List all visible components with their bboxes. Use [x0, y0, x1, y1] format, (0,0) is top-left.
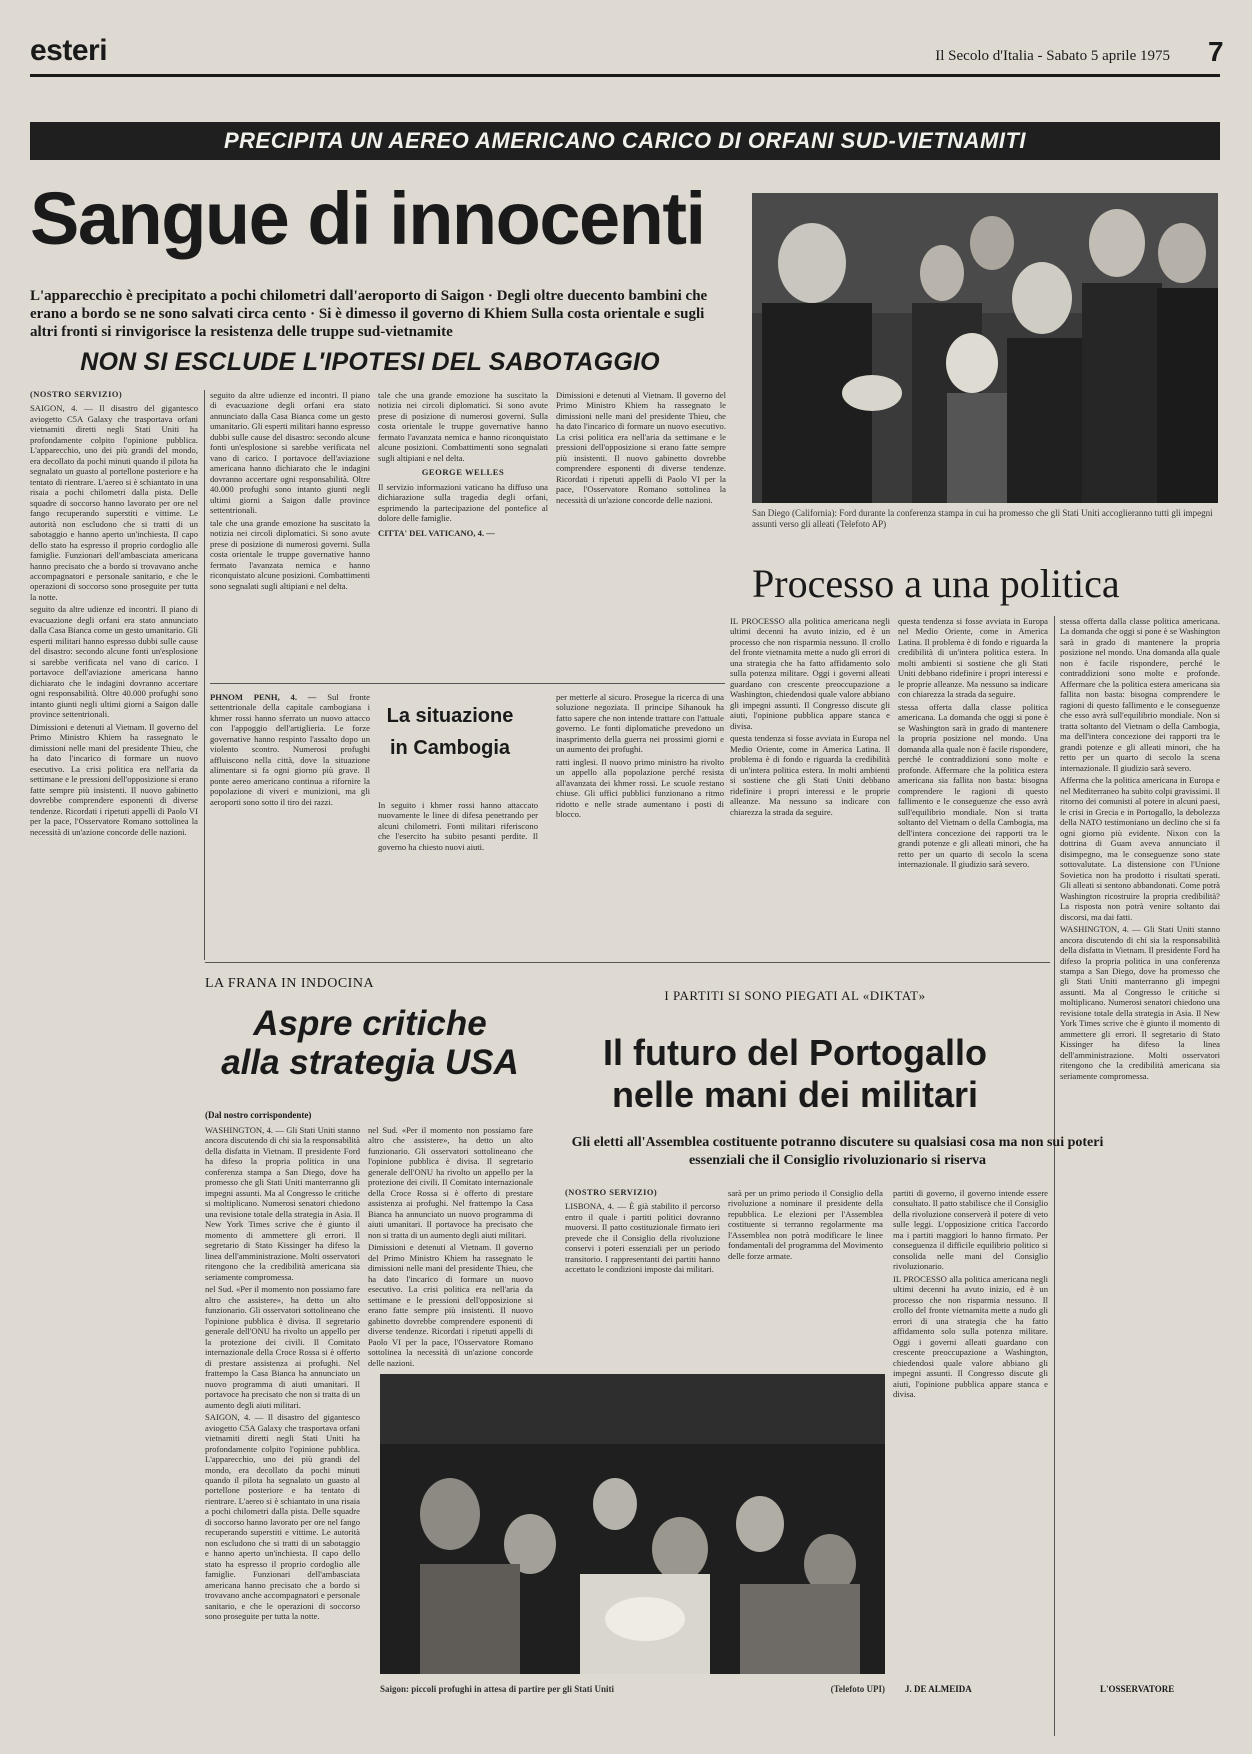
futuro-deck: Gli eletti all'Assemblea costituente potranno discutere su qualsiasi cosa ma non sui poteri essenziali che il Consiglio rivoluzionario si riserva: [571, 1135, 1104, 1168]
futuro-col-3: [893, 1188, 1048, 1608]
lead-col-1-text-cont2: Dimissioni e detenuti al Vietnam. Il governo del Primo Ministro Khiem ha rassegnato le dimissioni nelle mani del presidente Thieu, che ha dato l'incarico di formare un nuovo esecutivo. La crisi politica era nell'aria da settimane e le pressioni dell'opposizione si erano fatte sempre più insistenti. Il nuovo gabinetto dovrebbe comprendere esponenti di diverse tendenze. Ricordati i ripetuti appelli di Paolo VI per la pace, l'Osservatore Romano sottolinea la necessità di un'azione concorde delle nazioni.: [30, 721, 198, 837]
section-name: esteri: [30, 34, 108, 67]
aspre-col-1-text-cont2: SAIGON, 4. — Il disastro del gigantesco aviogetto C5A Galaxy che trasportava orfani vietnamiti diretti negli Stati Uniti ha profondamente colpito l'opinione pubblica. L'apparecchio, uno dei più grandi del mondo, era decollato da pochi minuti quando il pilota ha segnalato un guasto al portellone posteriore e ha tentato di rientrare. L'aereo si è schiantato in una risaia a pochi chilometri dalla pista. Delle squadre di soccorso hanno lavorato per ore nel fango recuperando superstiti e vittime. Le autorità non escludono che si tratti di un sabotaggio e hanno aperto un'inchiesta. Il capo dello stato ha espresso il proprio cordoglio alle famiglie. Funzionari dell'ambasciata americana hanno precisato che a bordo si trovavano anche accompagnatori e personale sanitario, e che le operazioni di soccorso sono proseguite per tutta la notte.: [205, 1412, 360, 1622]
lead-col-4: [556, 390, 726, 680]
futuro-title-1: Il futuro del Portogallo: [603, 1032, 987, 1073]
refugee-children-photo: [380, 1374, 885, 1674]
aspre-kicker: LA FRANA IN INDOCINA: [205, 976, 375, 991]
bottom-photo-credit: (Telefoto UPI): [830, 1684, 885, 1694]
ford-press-photo-art: [752, 193, 1218, 503]
ford-photo-caption-text: San Diego (California): Ford durante la conferenza stampa in cui ha promesso che gli Stati Uniti accoglieranno tutti gli impegni assunti verso gli alleati: [752, 508, 1213, 529]
bottom-photo-caption-row: [380, 1684, 885, 1695]
lead-col-3: [378, 390, 548, 680]
futuro-signature: J. DE ALMEIDA: [905, 1684, 972, 1694]
lead-signature: GEORGE WELLES: [421, 467, 505, 478]
processo-col-1-text: IL PROCESSO alla politica americana negli ultimi decenni ha avuto inizio, ed è un processo che non risparmia nessuno. Il crollo del fronte vietnamita mette a nudo gli errori di una strategia che ha fatto affidamento solo sulla potenza militare. Oggi i governi alleati guardano con crescente preoccupazione a Washington, chiedendosi quale valore abbiano gli impegni assunti. Il Congresso discute gli aiuti, l'opinione pubblica appare stanca e divisa.: [730, 616, 890, 731]
lead-headline: Sangue di innocenti: [30, 177, 705, 260]
ford-photo-caption: [752, 508, 1218, 530]
futuro-col-2: [728, 1188, 883, 1363]
lead-col-1: [30, 390, 198, 960]
right-col-text-cont: WASHINGTON, 4. — Gli Stati Uniti stanno ancora discutendo di chi sia la responsabilità della disfatta in Vietnam. Il presidente Ford ha difeso la propria politica in una conferenza stampa a San Diego, dove ha promesso che gli Stati Uniti manterranno gli impegni assunti. Ma al Congresso le critiche si moltiplicano. Numerosi senatori chiedono una revisione totale della strategia in Asia. Il New York Times scrive che è giunto il momento di ammettere gli errori. Il segretario di Stato Kissinger ha difeso la linea dell'amministrazione. Molti osservatori ritengono che la credibilità americana sia seriamente compromessa.: [1060, 924, 1220, 1081]
futuro-col-2-text: sarà per un primo periodo il Consiglio della rivoluzione a nominare il presidente della repubblica. Le elezioni per l'Assemblea costituente si terranno regolarmente ma l'Assemblea non potrà modificare le linee fondamentali del programma del Movimento delle forze armate.: [728, 1188, 883, 1261]
lead-col-1-text-cont: seguito da altre udienze ed incontri. Il piano di evacuazione degli orfani era stato annunciato dalla Casa Bianca come un gesto umanitario. Gli esperti militari hanno espresso dubbi sulle cause del disastro: secondo alcune fonti un'esplosione si sarebbe verificata nel vano di carico. I portavoce dell'aviazione americana hanno dichiarato che le indagini dovranno accertare ogni responsabilità. Oltre 40.000 profughi sono intanto giunti negli ultimi giorni a Saigon dalle province settentrionali.: [30, 604, 198, 720]
right-col-text: Afferma che la politica americana in Europa e nel Mediterraneo ha subito colpi gravissimi. Il ritorno dei comunisti al potere in alcuni paesi, le crisi in Grecia e in Portogallo, la debolezza della NATO testimoniano un declino che si fa ogni giorno più evidente. Nixon con la dottrina di Guam aveva annunciato il disimpegno, ma le conseguenze sono state sottovalutate. La distensione con l'Unione Sovietica non ha prodotto i risultati sperati. Gli alleati si sentono abbandonati. Come potrà Washington ricostruire la propria credibilità? La risposta non potrà venire soltanto dai discorsi, ma dai fatti.: [1060, 775, 1220, 922]
ford-press-photo: [752, 193, 1218, 503]
futuro-kicker: I PARTITI SI SONO PIEGATI AL «DIKTAT»: [664, 988, 926, 1003]
futuro-byline: (NOSTRO SERVIZIO): [565, 1188, 658, 1197]
cambogia-col-3-text-cont: ratti inglesi. Il nuovo primo ministro ha rivolto un appello alla popolazione perché resista all'avanzata dei khmer rossi. Le scuole restano chiuse. Gli uffici pubblici funzionano a ritmo ridotto e nelle strade aumentano i posti di blocco.: [556, 756, 724, 820]
aspre-col-2-text: nel Sud. «Per il momento non possiamo fare altro che assistere», ha detto un alto funzionario. Gli osservatori sottolineano che l'opinione pubblica è divisa. Il segretario generale dell'ONU ha rivolto un appello per la protezione dei civili. Il Comitato internazionale della Croce Rossa si è offerto di prestare assistenza ai profughi. Nel frattempo la Casa Bianca ha annunciato un nuovo programma di aiuti umanitari. Il portavoce ha precisato che non si tratta di un aumento degli aiuti militari.: [368, 1125, 533, 1240]
processo-col-2-text-cont: stessa offerta dalla classe politica americana. La domanda che oggi si pone è se Washington sarà in grado di mantenere la propria posizione nel mondo. Una domanda alla quale non è facile rispondere, perché le contraddizioni sono molte e profonde. Affermare che la politica estera americana sia fallita non basta: bisogna comprendere le ragioni di questo fallimento e le conseguenze che esso avrà sull'equilibrio mondiale. Non si tratta soltanto del Vietnam o della Cambogia, ma dell'intera concezione dei rapporti tra le grandi potenze e gli alleati minori, che ha retto per un quarto di secolo la scena internazionale. Il giudizio sarà severo.: [898, 701, 1048, 870]
paper-date: Il Secolo d'Italia - Sabato 5 aprile 1975: [935, 48, 1170, 64]
cambogia-title-2: in Cambogia: [389, 737, 510, 759]
page-number: 7: [1208, 36, 1224, 67]
futuro-title-2: nelle mani dei militari: [611, 1074, 979, 1116]
processo-col-1: [730, 616, 890, 966]
aspre-col-1-text: WASHINGTON, 4. — Gli Stati Uniti stanno ancora discutendo di chi sia la responsabilità della disfatta in Vietnam. Il presidente Ford ha difeso la propria politica in una conferenza stampa a San Diego, dove ha promesso che gli Stati Uniti manterranno gli impegni assunti. Ma al Congresso le critiche si moltiplicano. Numerosi senatori chiedono una revisione totale della strategia in Asia. Il New York Times scrive che è giunto il momento di ammettere gli errori. Il segretario di Stato Kissinger ha difeso la linea dell'amministrazione. Molti osservatori ritengono che la credibilità americana sia seriamente compromessa.: [205, 1125, 360, 1282]
lead-deck: L'apparecchio è precipitato a pochi chilometri dall'aeroporto di Saigon · Degli oltre duecento bambini che erano a bordo se ne sono salvati circa cento · Si è dimesso il governo di Khiem Sulla costa orientale e sugli altri fronti si rinvigorisce la resistenza delle truppe sud-vietnamite: [30, 288, 708, 340]
aspre-col-1-text-cont: nel Sud. «Per il momento non possiamo fare altro che assistere», ha detto un alto funzionario. Gli osservatori sottolineano che l'opinione pubblica è divisa. Il segretario generale dell'ONU ha rivolto un appello per la protezione dei civili. Il Comitato internazionale della Croce Rossa si è offerto di prestare assistenza ai profughi. Nel frattempo la Casa Bianca ha annunciato un nuovo programma di aiuti umanitari. Il portavoce ha precisato che non si tratta di un aumento degli aiuti militari.: [205, 1284, 360, 1410]
cambogia-col-3-text: per metterle al sicuro. Prosegue la ricerca di una soluzione negoziata. Il principe Sihanouk ha fatto sapere che non intende trattare con l'attuale governo. Le fonti diplomatiche prevedono un inasprimento della guerra nei prossimi giorni e un aumento dei profughi.: [556, 692, 724, 755]
right-col-signature: L'OSSERVATORE: [1100, 1684, 1175, 1694]
lead-col-2-text: seguito da altre udienze ed incontri. Il piano di evacuazione degli orfani era stato annunciato dalla Casa Bianca come un gesto umanitario. Gli esperti militari hanno espresso dubbi sulle cause del disastro: secondo alcune fonti un'esplosione si sarebbe verificata nel vano di carico. I portavoce dell'aviazione americana hanno dichiarato che le indagini dovranno accertare ogni responsabilità. Oltre 40.000 profughi sono intanto giunti negli ultimi giorni a Saigon dalle province settentrionali.: [210, 390, 370, 516]
section-rule: [210, 683, 725, 684]
ford-photo-credit: (Telefoto AP): [836, 518, 887, 529]
processo-col-1-text-cont: questa tendenza si fosse avviata in Europa nel Medio Oriente, come in America Latina. Il problema è di fondo e riguarda la credibilità di un'intera politica estera. In molti ambienti si sostiene che gli Stati Uniti debbano ridefinire i propri interessi e le proprie alleanze. Ma nessuno sa indicare con chiarezza la strada da seguire.: [730, 733, 890, 817]
aspre-col-1: [205, 1125, 360, 1735]
aspre-byline: (Dal nostro corrispondente): [205, 1110, 312, 1120]
cambogia-col-2-text: In seguito i khmer rossi hanno attaccato nuovamente le linee di difesa penetrando per alcuni chilometri. Fonti militari riferiscono che l'esercito ha subito pesanti perdite. Il governo ha chiesto nuovi aiuti.: [378, 800, 538, 852]
lead-col-1-text: SAIGON, 4. — Il disastro del gigantesco aviogetto C5A Galaxy che trasportava orfani vietnamiti diretti negli Stati Uniti ha profondamente colpito l'opinione pubblica. L'apparecchio, uno dei più grandi del mondo, era decollato da pochi minuti quando il pilota ha segnalato un guasto al portellone posteriore e ha tentato di rientrare. L'aereo si è schiantato in una risaia a pochi chilometri dalla pista. Delle squadre di soccorso hanno lavorato per ore nel fango recuperando superstiti e vittime. Le autorità non escludono che si tratti di un sabotaggio e hanno aperto un'inchiesta. Il capo dello stato ha espresso il proprio cordoglio alle famiglie. Funzionari dell'ambasciata americana hanno precisato che a bordo si trovavano anche accompagnatori e personale sanitario, e che le operazioni di soccorso sono proseguite per tutta la notte.: [30, 403, 198, 602]
futuro-headline: [565, 1032, 1025, 1117]
cambogia-headline: [375, 700, 525, 764]
futuro-col-1: [565, 1188, 720, 1363]
cambogia-col-2: [378, 800, 538, 950]
aspre-title-1: Aspre critiche: [253, 1004, 487, 1043]
cambogia-col-1-text: Sul fronte settentrionale della capitale cambogiana i khmer rossi hanno sferrato un nuovo attacco con l'appoggio dell'artiglieria. Le forze governative hanno respinto l'assalto dopo un violento scontro. Numerosi profughi affluiscono nella città, dove la situazione alimentare si fa ogni giorno più grave. Il ponte aereo americano continua a rifornire la popolazione di viveri e munizioni, ma gli aeroporti sono sotto il tiro dei razzi.: [210, 692, 370, 807]
futuro-col-3-text: partiti di governo, il governo intende essere consultato. Il patto stabilisce che il Consiglio della rivoluzione conserverà il potere di veto sulle leggi. L'opposizione critica l'accordo ma i partiti maggiori lo hanno firmato. Per conseguenza il difficile equilibrio politico si consolida nelle mani del Consiglio rivoluzionario.: [893, 1188, 1048, 1272]
aspre-col-2-text-cont: Dimissioni e detenuti al Vietnam. Il governo del Primo Ministro Khiem ha rassegnato le dimissioni nelle mani del presidente Thieu, che ha dato l'incarico di formare un nuovo esecutivo. La crisi politica era nell'aria da settimane e le pressioni dell'opposizione si erano fatte sempre più insistenti. Il nuovo gabinetto dovrebbe comprendere esponenti di diverse tendenze. Ricordati i ripetuti appelli di Paolo VI per la pace, l'Osservatore Romano sottolinea la necessità di un'azione concorde delle nazioni.: [368, 1242, 533, 1368]
processo-col-2-text: questa tendenza si fosse avviata in Europa nel Medio Oriente, come in America Latina. Il problema è di fondo e riguarda la credibilità di un'intera politica estera. In molti ambienti si sostiene che gli Stati Uniti debbano ridefinire i propri interessi e le proprie alleanze. Ma nessuno sa indicare con chiarezza la strada da seguire.: [898, 616, 1048, 700]
column-rule: [1054, 616, 1055, 1736]
processo-headline: Processo a una politica: [752, 561, 1120, 606]
aspre-headline: [205, 1004, 535, 1082]
cambogia-title-1: La situazione: [386, 705, 514, 727]
lead-col-3-text-b: Il servizio informazioni vaticano ha diffuso una dichiarazione sulla tragedia degli orfani, esprimendo la partecipazione del pontefice al dolore delle famiglie.: [378, 481, 548, 524]
cambogia-col-1: [210, 692, 370, 952]
futuro-col-3-text-cont: IL PROCESSO alla politica americana negli ultimi decenni ha avuto inizio, ed è un processo che non risparmia nessuno. Il crollo del fronte vietnamita mette a nudo gli errori di una strategia che ha fatto affidamento solo sulla potenza militare. Oggi i governi alleati guardano con crescente preoccupazione a Washington, chiedendosi quale valore abbiano gli impegni assunti. Il Congresso discute gli aiuti, l'opinione pubblica appare stanca e divisa.: [893, 1273, 1048, 1400]
masthead-rule: [30, 74, 1220, 77]
lead-col-2: [210, 390, 370, 680]
lead-col-2-text-cont: tale che una grande emozione ha suscitato la notizia nei circoli diplomatici. Si sono avute prese di posizione di numerosi governi. Sulla costa orientale le truppe governative hanno fermato l'avanzata nemica e hanno riconquistato alcune posizioni. Combattimenti sono segnalati sugli altipiani e nel delta.: [210, 517, 370, 591]
lead-col-3-text: tale che una grande emozione ha suscitato la notizia nei circoli diplomatici. Si sono avute prese di posizione di numerosi governi. Sulla costa orientale le truppe governative hanno fermato l'avanzata nemica e hanno riconquistato alcune posizioni. Combattimenti sono segnalati sugli altipiani e nel delta.: [378, 390, 548, 463]
aspre-title-2: alla strategia USA: [221, 1043, 519, 1083]
column-rule: [204, 390, 205, 960]
cambogia-dateline: PHNOM PENH, 4. —: [210, 692, 328, 702]
banner-headline: PRECIPITA UN AEREO AMERICANO CARICO DI ORFANI SUD-VIETNAMITI: [30, 122, 1220, 160]
cambogia-col-3: [556, 692, 724, 952]
lead-subhead: NON SI ESCLUDE L'IPOTESI DEL SABOTAGGIO: [80, 348, 660, 376]
lead-byline: (NOSTRO SERVIZIO): [30, 390, 123, 399]
processo-col-3-text: stessa offerta dalla classe politica americana. La domanda che oggi si pone è se Washington sarà in grado di mantenere la propria posizione nel mondo. Una domanda alla quale non è facile rispondere, perché le contraddizioni sono molte e profonde. Affermare che la politica estera americana sia fallita non basta: bisogna comprendere le ragioni di questo fallimento e le conseguenze che esso avrà sull'equilibrio mondiale. Non si tratta soltanto del Vietnam o della Cambogia, ma dell'intera concezione dei rapporti tra le grandi potenze e gli alleati minori, che ha retto per un quarto di secolo la scena internazionale. Il giudizio sarà severo.: [1060, 616, 1220, 773]
lead-col-4-text: Dimissioni e detenuti al Vietnam. Il governo del Primo Ministro Khiem ha rassegnato le dimissioni nelle mani del presidente Thieu, che ha dato l'incarico di formare un nuovo esecutivo. La crisi politica era nell'aria da settimane e le pressioni dell'opposizione si erano fatte sempre più insistenti. Il nuovo gabinetto dovrebbe comprendere esponenti di diverse tendenze. Ricordati i ripetuti appelli di Paolo VI per la pace, l'Osservatore Romano sottolinea la necessità di un'azione concorde delle nazioni.: [556, 390, 726, 505]
refugee-children-photo-art: [380, 1374, 885, 1674]
futuro-col-1-text: LISBONA, 4. — È già stabilito il percorso entro il quale i partiti politici dovranno muoversi. Il patto costituzionale firmato ieri prevede che il Consiglio della rivoluzione conservi i poteri essenziali per un periodo transitorio. I rappresentanti dei partiti hanno accettato le condizioni imposte dai militari.: [565, 1201, 720, 1275]
vatican-dateline: CITTA' DEL VATICANO, 4. —: [378, 527, 495, 538]
processo-col-2: [898, 616, 1048, 966]
section-rule: [205, 962, 1050, 963]
bottom-photo-caption: Saigon: piccoli profughi in attesa di partire per gli Stati Uniti: [380, 1684, 615, 1694]
